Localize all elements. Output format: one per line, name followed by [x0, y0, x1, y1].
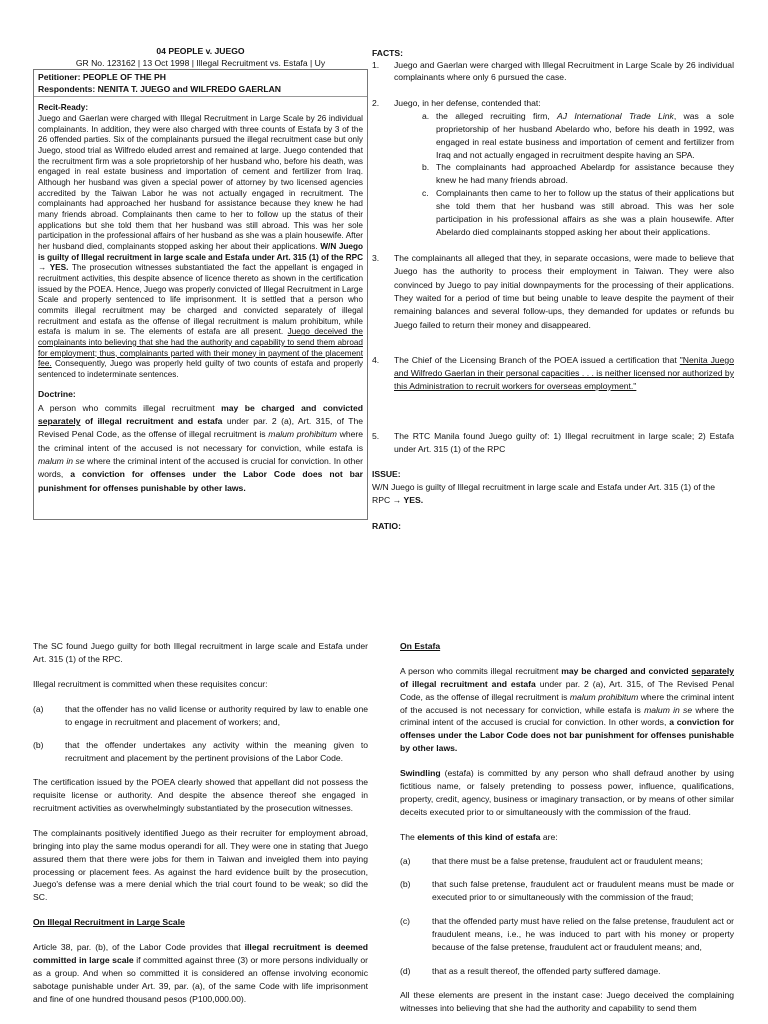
issue-section [372, 468, 734, 507]
case-title: 04 PEOPLE v. JUEGO [156, 46, 245, 56]
ratio-text-part: Article 38, par. (b), of the Labor Code provides that [33, 942, 241, 953]
ratio-paragraph: The certification issued by the POEA clearly showed that appellant did not possess the requisite license or authority. And despite the absence thereof she engaged in recruitment activities as overwhelmingly substantiated by the prosecution witnesses. [33, 777, 368, 814]
ratio-bold: elements of this kind of estafa [417, 831, 541, 842]
fact-subitem [422, 187, 734, 239]
subitem-text [436, 110, 734, 162]
facts-heading: FACTS: [372, 48, 404, 58]
doctrine-italic: malum prohibitum [268, 429, 337, 440]
section-heading: On Estafa [400, 641, 441, 651]
fact-subitem [422, 161, 734, 187]
fact-text: Juego and Gaerlan were charged with Illegal Recruitment in Large Scale by 26 individual complainants where only 6 pursued the case. [394, 60, 734, 83]
doctrine-text: where the criminal intent of the accused is crucial for conviction. In other words, [38, 456, 363, 480]
issue-answer: YES. [403, 494, 424, 505]
element-item [400, 915, 734, 954]
ratio-heading-block [372, 520, 734, 532]
fact-text-part: The Chief of the Licensing Branch of the POEA issued a certification that [394, 355, 677, 365]
fact-text: The RTC Manila found Juego guilty of: 1) Illegal recruitment in large scale; 2) Estafa under Art. 315 (1) of the RPC [394, 431, 734, 454]
element-item [400, 965, 734, 978]
petitioner-line: Petitioner: PEOPLE OF THE PH [38, 72, 166, 82]
recit-heading: Recit-Ready: [38, 103, 89, 113]
fact-text: The complainants all alleged that they, in separate occasions, were made to believe that Juego has the authority to process their employment in Taiwan. They were also convinced by Juego to pay initial downpayments for the processing of their applications. They waited for a period of time but being unable to leave despite the payment of their remaining balances and several follow-ups, they demanded for updates or refunds bu Juego failed to return their money and disappeared. [394, 253, 734, 330]
parties-block [34, 70, 367, 97]
poea-certification-quote: "Nenita Juego and Wilfredo Gaerlan in their personal capacities . . . is neither licensed nor authorized by this Administration to recruit workers for overseas employment." [394, 355, 734, 391]
ratio-paragraph [400, 831, 734, 844]
element-letter: (c) [400, 916, 411, 927]
fact-text [394, 354, 734, 393]
doctrine-section [34, 380, 367, 495]
requisite-letter: (b) [33, 740, 44, 751]
fact-number: 2. [372, 98, 380, 108]
fact-2-block [372, 97, 734, 239]
fact-5-block [372, 430, 734, 456]
requisite-letter: (a) [33, 703, 44, 714]
recit-underlined-text: Juego deceived the complainants into believing that she had the authority and capability to send them abroad for employment; thus, complainants parted with their money in payment of the placement fee. [38, 327, 363, 369]
element-letter: (d) [400, 965, 411, 976]
subitem-text-part: , was a sole proprietorship of her husband Abelardo who, before his death in 1992, was engaged in real estate business and importation of cement and fertilizer from Iraq and not actually engaged in recruitment despite having an SPA. [436, 110, 735, 160]
requisite-text: that the offender undertakes any activity within the meaning given to recruitment and placement by the pertinent provisions of the Labor Code. [65, 740, 368, 764]
ratio-text-part: where the criminal intent of the accused is crucial for conviction. In other words, [400, 704, 735, 728]
subitem-text-part: the alleged recruiting firm, [436, 110, 550, 121]
ratio-paragraph: All these elements are present in the instant case: Juego deceived the complaining witnesses into believing that she had the authority and capability to send them [400, 989, 734, 1013]
ratio-bold: illegal recruitment is deemed committed in large scale [33, 942, 368, 966]
fact-number: 3. [372, 253, 380, 263]
ratio-left-column [33, 640, 368, 1006]
recit-text-1: Juego and Gaerlan were charged with Illegal Recruitment in Large Scale by 26 individual complainants. In addition, they were also charged with three counts of Estafa by 3 of the 26 offended parties. Six of the complainants pursued the illegal recruitment case but only Juego, stood trial as Wilfredo eluded arrest and remained at large. Juego contended that the recruitment firm was a sole proprietorship of her husband who, before his death, was engaged in real estate business and importation of cement and fertilizer from Iraq. Although her husband was given a special power of attorney by two licensed agencies accredited by the Taiwan Labor he was not actually engaged in recruitment. The complainants had approached her husband for assistance because they knew he had many friends abroad. Complainants then came to her to follow up the status of their applications but she told them that her husband was still abroad. This was her sole participation in the professional affairs of her husband as she was a plain housewife. After her husband died, complainants stopped asking her about their applications. [38, 114, 363, 251]
ratio-paragraph [400, 767, 734, 819]
ratio-text-part: where the criminal intent of the accused is not necessary for conviction, while estafa is [400, 691, 734, 715]
element-item [400, 878, 734, 904]
ratio-text-part: under par. 2 (a), Art. 315, of The Revised Penal Code, as the offense of illegal recruitment is [400, 678, 734, 702]
doctrine-bold-underline: separately [38, 416, 81, 427]
element-text: that as a result thereof, the offended party suffered damage. [432, 965, 661, 976]
requisite-item [33, 703, 368, 729]
subitem-text: Complainants then came to her to follow up the status of their applications but she told them that her husband was still abroad. This was her sole participation in his professional affairs as she was a plain housewife. After Abelardo died complainants stopped asking her about their applications. [436, 188, 734, 237]
ratio-right-column [400, 640, 734, 1015]
doctrine-text: under par. 2 (a), Art. 315, of The Revised Penal Code, as the offense of illegal recruitment is [38, 416, 364, 440]
ratio-paragraph: Illegal recruitment is committed when these requisites concur: [33, 678, 268, 689]
recit-paragraph [38, 114, 363, 380]
element-item [400, 855, 734, 868]
ratio-bold: of illegal recruitment and estafa [400, 678, 536, 689]
ratio-paragraph [400, 665, 734, 755]
recit-ready-section [34, 97, 367, 380]
recit-text-2: The prosecution witnesses substantiated the fact the appellant is engaged in recruitment activities, this despite absence of licence thereto as shown in the certification issued by the POEA. Hence, Juego was properly convicted of Illegal Recruitment in Large Scale and properly sentenced to life imprisonment. It is settled that a person who commits illegal recruitment may be charged and convicted separately of illegal recruitment and estafa as the offense of illegal recruitment is malum prohibitum, while estafa is malum in se. The elements of estafa are all present. [38, 263, 363, 337]
ratio-bold: a conviction for offenses under the Labor Code does not bar punishment for offenses punishable by other laws. [400, 717, 735, 754]
fact-3-block [372, 252, 734, 332]
doctrine-paragraph [38, 402, 363, 495]
fact-2-sublist [372, 110, 734, 239]
ratio-bold-underline: separately [691, 665, 735, 676]
summary-box [33, 69, 368, 520]
ratio-paragraph: The complainants positively identified Juego as their recruiter for employment abroad, bringing into play the same modus operandi for all. They were one in stating that Juego assured them that there were jobs for them in Taiwan and inveigled them into paying processing or placement fees. As against the hard evidence built by the prosecution, Juego's defense was a mere denial which the trial court found to be weak; so did the SC. [33, 827, 368, 903]
fact-text: Juego, in her defense, contended that: [394, 98, 541, 108]
requisite-item [33, 739, 368, 765]
doctrine-italic: malum in se [38, 456, 85, 467]
fact-item [372, 354, 734, 393]
ratio-paragraph [33, 941, 368, 1005]
issue-text [372, 481, 734, 507]
doctrine-heading: Doctrine: [38, 389, 76, 400]
doctrine-bold: may be charged and convicted [221, 402, 364, 413]
doctrine-bold: a conviction for offenses under the Labor Code does not bar punishment for offenses punishable by other laws. [38, 469, 363, 493]
subitem-letter: a. [422, 110, 430, 121]
element-text: that the offended party must have relied on the false pretense, fraudulent act or fraudulent means, i.e., he was induced to part with his money or property because of the false pretense, fraudulent act or fraudulent means; and, [432, 916, 734, 953]
respondents-line: Respondents: NENITA T. JUEGO and WILFREDO GAERLAN [38, 84, 282, 95]
requisite-text: that the offender has no valid license or authority required by law to enable one to engage in recruitment and placement of workers; and, [65, 703, 368, 727]
case-subtitle: GR No. 123162 | 13 Oct 1998 | Illegal Recruitment vs. Estafa | Uy [75, 58, 326, 69]
ratio-italic: malum prohibitum [569, 691, 639, 702]
issue-heading: ISSUE: [372, 469, 401, 479]
ratio-bold: may be charged and convicted [561, 665, 689, 676]
fact-number: 5. [372, 431, 380, 441]
ratio-bold: Swindling [400, 768, 441, 779]
recit-text-3: Consequently, Juego was properly held guilty of two counts of estafa and properly sentenced to indeterminate sentences. [38, 359, 364, 379]
subitem-letter: c. [422, 188, 429, 199]
subitem-italic: AJ International Trade Link [556, 110, 674, 121]
ratio-text-part: are: [542, 831, 558, 842]
fact-number: 1. [372, 60, 380, 71]
ratio-text-part: The [400, 831, 415, 842]
element-letter: (b) [400, 879, 411, 890]
ratio-text-part: A person who commits illegal recruitment [400, 665, 559, 676]
doctrine-bold: of illegal recruitment and estafa [84, 416, 223, 427]
section-heading: On Illegal Recruitment in Large Scale [33, 917, 185, 928]
fact-item [372, 252, 734, 332]
doctrine-text: A person who commits illegal recruitment [38, 402, 215, 413]
ratio-text-part: if committed against three (3) or more persons individually or as a group. And when so committed it is considered an offense involving economic sabotage punishable under Art. 39, par. (a), of the same Code with life imprisonment and fine of one hundred thousand pesos (P100,000.00). [33, 955, 368, 1004]
issue-question: W/N Juego is guilty of Illegal recruitment in large scale and Estafa under Art. 315 (1) of the RPC → [372, 481, 715, 505]
subitem-letter: b. [422, 162, 430, 173]
element-letter: (a) [400, 855, 411, 866]
element-text: that there must be a false pretense, fraudulent act or fraudulent means; [432, 855, 703, 866]
ratio-paragraph: The SC found Juego guilty for both Illegal recruitment in large scale and Estafa under Art. 315 (1) of the RPC. [33, 641, 368, 664]
ratio-heading: RATIO: [372, 521, 401, 531]
fact-number: 4. [372, 355, 380, 365]
recit-issue-text: W/N Juego is guilty of Illegal recruitment in large scale and Estafa under Art. 315 (1) of the RPC → YES. [38, 241, 364, 273]
document-header [33, 45, 368, 69]
element-text: that such false pretense, fraudulent act or fraudulent means must be made or executed prior to or simultaneously with the commission of the fraud; [432, 879, 734, 903]
fact-subitem [422, 110, 734, 162]
fact-item [372, 97, 734, 110]
fact-4-block [372, 354, 734, 393]
doctrine-text: where the criminal intent of the accused is not necessary for conviction, while estafa is [38, 429, 364, 453]
fact-item [372, 430, 734, 456]
ratio-italic: malum in se [644, 704, 693, 715]
subitem-text: The complainants had approached Abelardp for assistance because they knew he had many friends abroad. [436, 162, 734, 186]
fact-item [372, 59, 734, 83]
facts-section [372, 47, 734, 84]
ratio-text-part: (estafa) is committed by any person who shall defraud another by using fictitious name, or falsely pretending to possess power, influence, qualifications, property, credit, agency, business or imaginary transaction, or by means of other similar deceits executed prior to or simultaneously with the commission of the fraud. [400, 768, 734, 817]
